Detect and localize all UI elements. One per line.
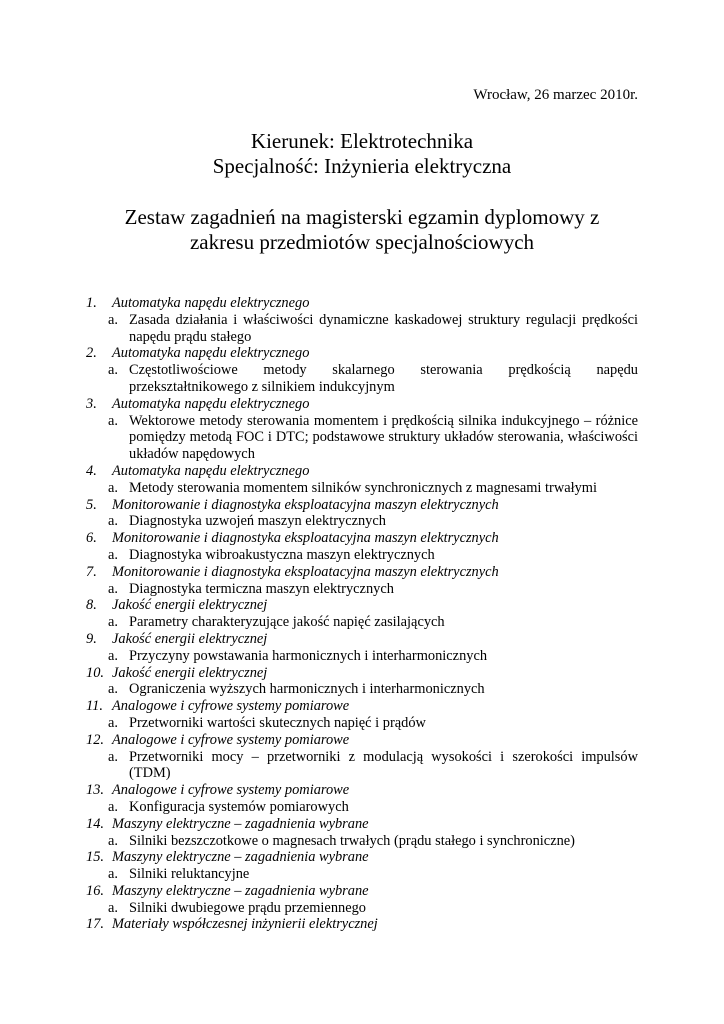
topic-heading <box>0 849 724 866</box>
exam-topic-list <box>0 295 724 933</box>
question-letter: a. <box>108 681 118 698</box>
topic-number: 16. <box>86 882 104 899</box>
question-text: Silniki reluktancyjne <box>129 866 250 883</box>
topic-question <box>108 412 638 463</box>
topic-heading <box>0 497 724 514</box>
topic-number: 14. <box>86 815 104 832</box>
topic-question <box>108 311 638 346</box>
document-date: Wrocław, 26 marzec 2010r. <box>473 87 638 103</box>
topic-title: Monitorowanie i diagnostyka eksploatacyjna maszyn elektrycznych <box>112 530 499 547</box>
topic-question <box>108 479 638 497</box>
topic-title: Automatyka napędu elektrycznego <box>112 462 310 479</box>
question-text: Zasada działania i właściwości dynamiczne kaskadowej struktury regulacji prędkości napędu prądu stałego <box>129 311 638 345</box>
topic-heading <box>0 883 724 900</box>
topic-heading <box>0 816 724 833</box>
topic-question <box>108 513 638 530</box>
topic-title: Automatyka napędu elektrycznego <box>112 345 310 362</box>
question-text: Silniki dwubiegowe prądu przemiennego <box>129 899 366 916</box>
question-letter: a. <box>108 899 118 916</box>
topic-title: Automatyka napędu elektrycznego <box>112 295 310 311</box>
topic-question <box>108 362 638 396</box>
topic-number: 12. <box>86 731 104 748</box>
question-text: Metody sterowania momentem silników synchronicznych z magnesami trwałymi <box>129 479 597 496</box>
topic-question <box>108 647 638 665</box>
topic-heading <box>0 564 724 581</box>
question-text: Przetworniki mocy – przetworniki z modulacją wysokości i szerokości impulsów (TDM) <box>129 748 638 782</box>
question-letter: a. <box>108 311 118 328</box>
topic-question <box>108 748 638 783</box>
question-letter: a. <box>108 580 118 597</box>
topic-heading <box>0 782 724 799</box>
topic-number: 6. <box>86 530 97 547</box>
question-letter: a. <box>108 362 118 379</box>
topic-title: Maszyny elektryczne – zagadnienia wybrane <box>112 815 369 832</box>
question-text: Silniki bezszczotkowe o magnesach trwałych (prądu stałego i synchroniczne) <box>129 832 575 849</box>
topic-number: 7. <box>86 563 97 580</box>
question-letter: a. <box>108 748 118 765</box>
question-text: Częstotliwościowe metody skalarnego sterowania prędkością napędu przekształtnikowego z silnikiem indukcyjnym <box>129 362 638 395</box>
topic-title: Jakość energii elektrycznej <box>112 597 268 614</box>
topic-number: 8. <box>86 597 97 614</box>
question-text: Konfiguracja systemów pomiarowych <box>129 798 349 815</box>
field-of-study: Kierunek: Elektrotechnika <box>250 129 474 153</box>
topic-title: Monitorowanie i diagnostyka eksploatacyjna maszyn elektrycznych <box>112 496 499 513</box>
topic-number: 9. <box>86 630 97 647</box>
question-text: Diagnostyka termiczna maszyn elektrycznych <box>129 580 394 597</box>
topic-number: 4. <box>86 462 97 479</box>
topic-number: 3. <box>86 395 97 412</box>
topic-question <box>108 832 638 850</box>
question-letter: a. <box>108 412 118 429</box>
topic-heading <box>0 916 724 933</box>
topic-question <box>108 866 638 883</box>
question-letter: a. <box>108 513 118 530</box>
topic-question <box>108 681 638 698</box>
topic-title: Analogowe i cyfrowe systemy pomiarowe <box>112 731 350 748</box>
question-letter: a. <box>108 647 118 664</box>
topic-heading <box>0 732 724 749</box>
topic-question <box>108 714 638 732</box>
topic-title: Jakość energii elektrycznej <box>112 664 268 681</box>
question-text: Ograniczenia wyższych harmonicznych i interharmonicznych <box>129 681 485 698</box>
document-title-line-1: Zestaw zagadnień na magisterski egzamin dyplomowy z <box>124 205 600 229</box>
topic-title: Maszyny elektryczne – zagadnienia wybrane <box>112 849 369 866</box>
topic-number: 1. <box>86 295 97 311</box>
question-text: Parametry charakteryzujące jakość napięć zasilających <box>129 614 445 631</box>
topic-heading <box>0 295 724 312</box>
topic-question <box>108 580 638 598</box>
specialization: Specjalność: Inżynieria elektryczna <box>212 154 512 178</box>
topic-number: 15. <box>86 849 104 866</box>
topic-heading <box>0 396 724 413</box>
question-text: Przetworniki wartości skutecznych napięć i prądów <box>129 714 426 731</box>
document-title-line-2: zakresu przedmiotów specjalnościowych <box>189 230 535 254</box>
topic-number: 17. <box>86 916 104 933</box>
topic-question <box>108 546 638 564</box>
topic-question <box>108 798 638 816</box>
topic-question <box>108 899 638 917</box>
question-letter: a. <box>108 798 118 815</box>
topic-number: 5. <box>86 496 97 513</box>
topic-heading <box>0 665 724 682</box>
topic-heading <box>0 597 724 614</box>
question-text: Przyczyny powstawania harmonicznych i interharmonicznych <box>129 647 488 664</box>
topic-heading <box>0 698 724 715</box>
topic-heading <box>0 530 724 547</box>
question-letter: a. <box>108 546 118 563</box>
topic-number: 11. <box>86 698 103 715</box>
question-letter: a. <box>108 832 118 849</box>
topic-title: Monitorowanie i diagnostyka eksploatacyjna maszyn elektrycznych <box>112 563 499 580</box>
question-letter: a. <box>108 614 118 631</box>
topic-title: Automatyka napędu elektrycznego <box>112 395 310 412</box>
topic-title: Materiały współczesnej inżynierii elektrycznej <box>112 916 378 933</box>
topic-number: 13. <box>86 782 104 799</box>
question-text: Diagnostyka uzwojeń maszyn elektrycznych <box>129 513 386 530</box>
topic-heading <box>0 463 724 480</box>
topic-title: Analogowe i cyfrowe systemy pomiarowe <box>112 698 350 715</box>
topic-title: Jakość energii elektrycznej <box>112 630 268 647</box>
topic-question <box>108 614 638 631</box>
topic-number: 10. <box>86 664 104 681</box>
question-letter: a. <box>108 479 118 496</box>
topic-title: Maszyny elektryczne – zagadnienia wybrane <box>112 882 369 899</box>
question-text: Diagnostyka wibroakustyczna maszyn elektrycznych <box>129 546 435 563</box>
question-text: Wektorowe metody sterowania momentem i prędkością silnika indukcyjnego – różnice pomiędzy metodą FOC i DTC; podstawowe struktury układów sterowania, właściwości układów napędowych <box>129 412 638 463</box>
topic-title: Analogowe i cyfrowe systemy pomiarowe <box>112 782 350 799</box>
topic-number: 2. <box>86 345 97 362</box>
topic-heading <box>0 631 724 648</box>
question-letter: a. <box>108 866 118 883</box>
topic-heading <box>0 345 724 362</box>
question-letter: a. <box>108 714 118 731</box>
